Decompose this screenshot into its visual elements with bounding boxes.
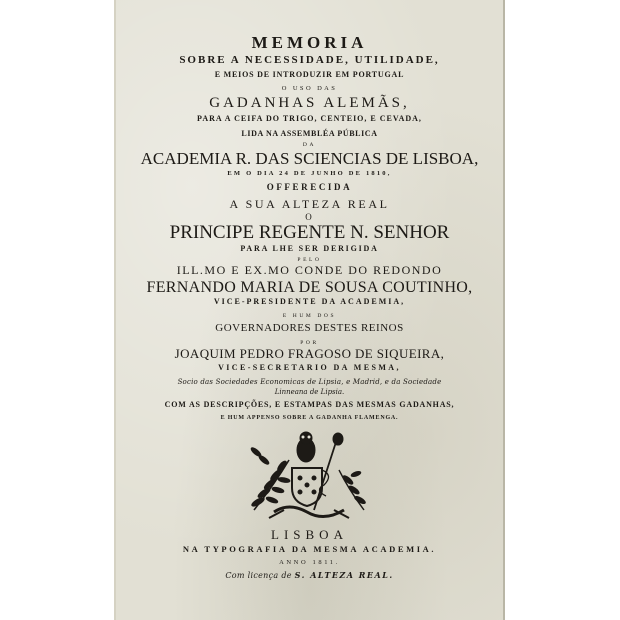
academy-emblem-icon (244, 430, 374, 525)
to-highness-line: A SUA ALTEZA REAL (229, 197, 390, 211)
societies-line-1: Socio das Sociedades Economicas de Lipsia, e Madrid, e da Sociedade (177, 378, 442, 386)
subtitle-line-1: SOBRE A NECESSIDADE, UTILIDADE, (179, 54, 440, 66)
count-title-line: ILL.MO E EX.MO CONDE DO REDONDO (176, 263, 443, 277)
societies-line-2: Linneana de Lipsia. (274, 388, 345, 396)
descriptions-line: COM AS DESCRIPÇÕES, E ESTAMPAS DAS MESMAS GADANHAS, (164, 400, 455, 409)
book-title: MEMORIA (251, 33, 368, 52)
subject-heading: GADANHAS ALEMÃS, (209, 95, 410, 111)
license-line (114, 571, 505, 580)
read-at-line: LIDA NA ASSEMBLÉA PÚBLICA (241, 129, 378, 138)
author-name: JOAQUIM PEDRO FRAGOSO DE SIQUEIRA, (174, 346, 445, 361)
prince-heading: PRINCIPE REGENTE N. SENHOR (169, 222, 450, 243)
vice-president-line: VICE-PRESIDENTE DA ACADEMIA, (213, 297, 406, 306)
year-line: ANNO 1811. (279, 559, 340, 566)
appendix-line: E HUM APPENSO SOBRE A GADANHA FLAMENGA. (220, 415, 399, 421)
governors-line: GOVERNADORES DESTES REINOS (215, 322, 404, 334)
purpose-line: PARA A CEIFA DO TRIGO, CENTEIO, E CEVADA, (197, 114, 422, 123)
title-page (114, 0, 505, 620)
count-name-line: FERNANDO MARIA DE SOUSA COUTINHO, (146, 279, 473, 296)
directed-line: PARA LHE SER DERIGIDA (240, 244, 379, 253)
subtitle-line-2: E MEIOS DE INTRODUZIR EM PORTUGAL (214, 70, 405, 79)
da-line: DA (302, 142, 317, 148)
academy-name: ACADEMIA R. DAS SCIENCIAS DE LISBOA, (140, 149, 479, 168)
license-authority: S. ALTEZA REAL. (294, 570, 394, 580)
por-line: POR (300, 340, 319, 346)
date-line: EM O DIA 24 DE JUNHO DE 1810, (227, 170, 392, 177)
e-hum-dos-line: E HUM DOS (282, 313, 337, 319)
offered-line: OFFERECIDA (266, 182, 353, 192)
author-role: VICE-SECRETARIO DA MESMA, (218, 363, 401, 372)
subtitle-line-3: O USO DAS (281, 85, 338, 92)
pelo-line: PELO (297, 257, 322, 263)
license-prefix: Com licença de (225, 571, 292, 580)
place-of-publication: LISBOA (271, 527, 348, 542)
o-line: O (305, 212, 314, 222)
printer-line: NA TYPOGRAFIA DA MESMA ACADEMIA. (182, 544, 437, 554)
